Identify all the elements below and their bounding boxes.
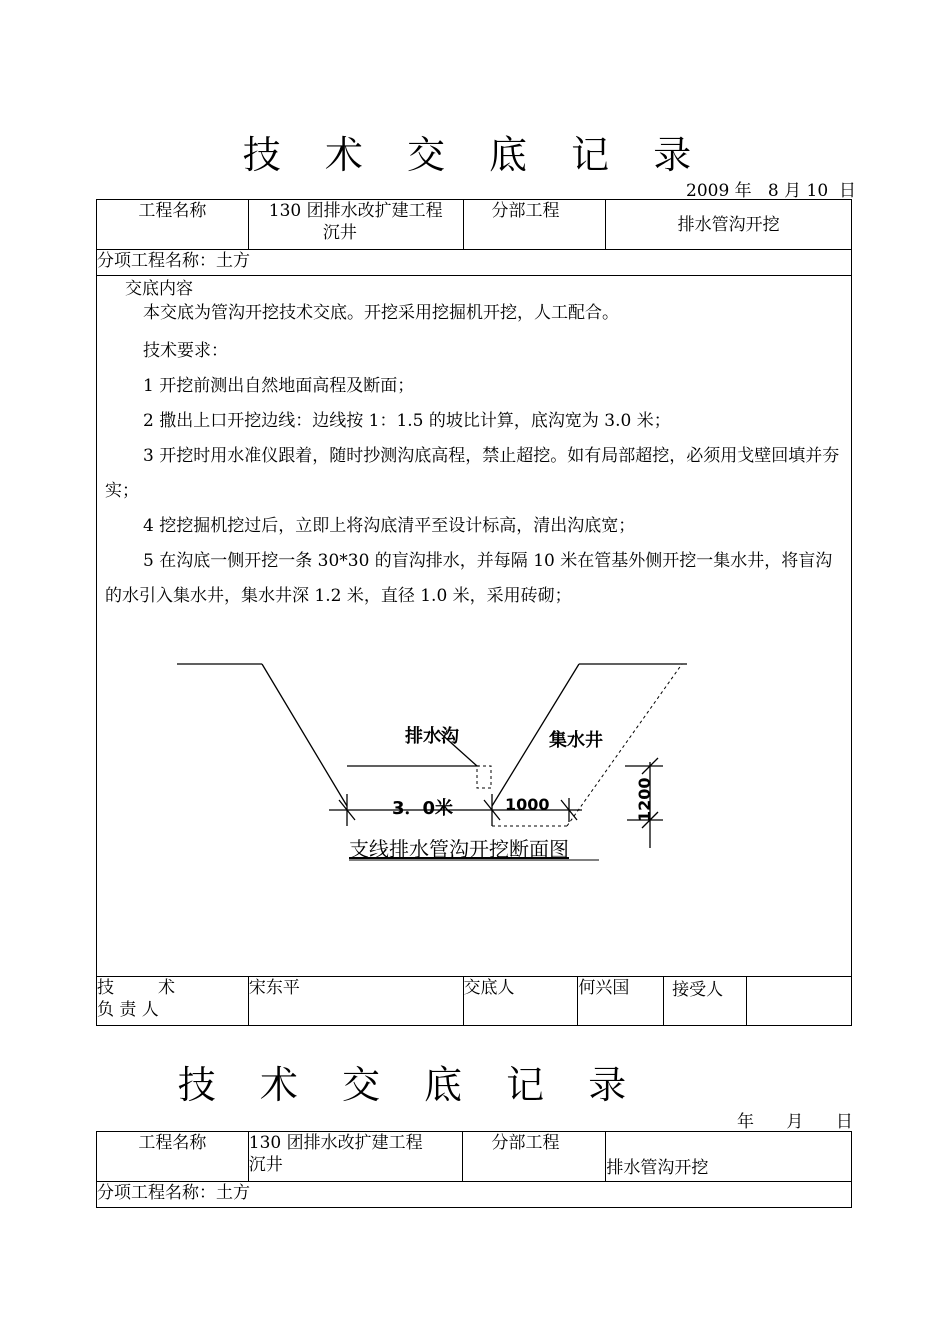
receiver-cell bbox=[664, 977, 852, 1026]
subitem-name: 分项工程名称：土方 bbox=[97, 250, 852, 276]
trench-section-diagram bbox=[97, 634, 851, 894]
content-label: 交底内容 bbox=[125, 279, 193, 299]
para-3: 2 撒出上口开挖边线：边线按 1：1.5 的坡比计算，底沟宽为 3.0 米； bbox=[143, 411, 671, 431]
project-name-label: 工程名称 bbox=[97, 200, 249, 250]
blind-drain-box bbox=[477, 766, 491, 788]
diagram-caption: 支线排水管沟开挖断面图 bbox=[349, 837, 569, 861]
receiver-name bbox=[747, 977, 763, 1025]
record-table bbox=[96, 199, 852, 1026]
label-drain: 排水沟 bbox=[405, 726, 459, 747]
division-label: 分部工程 bbox=[463, 200, 606, 250]
para-5: 4 挖挖掘机挖过后，立即上将沟底清平至设计标高，清出沟底宽； bbox=[143, 516, 636, 536]
para-0: 本交底为管沟开挖技术交底。开挖采用挖掘机开挖，人工配合。 bbox=[143, 303, 619, 323]
project-name-value-2: 130 团排水改扩建工程 沉井 bbox=[248, 1132, 463, 1182]
handover-name: 何兴国 bbox=[578, 977, 664, 1026]
project-name-value: 130 团排水改扩建工程 沉井 bbox=[248, 200, 463, 250]
para-6: 5 在沟底一侧开挖一条 30*30 的盲沟排水，并每隔 10 米在管基外侧开挖一集水井，将盲沟的水引入集水井，集水井深 1.2 米，直径 1.0 米，采用砖砌； bbox=[105, 551, 833, 606]
label-1200: 1200 bbox=[635, 777, 654, 822]
para-2: 1 开挖前测出自然地面高程及断面； bbox=[143, 376, 415, 396]
handover-label: 交底人 bbox=[463, 977, 578, 1026]
label-well: 集水井 bbox=[549, 730, 603, 751]
receiver-label: 接受人 bbox=[664, 977, 747, 1025]
division-value-2: 排水管沟开挖 bbox=[606, 1132, 852, 1182]
record-date-2: 年 月 日 bbox=[737, 1112, 853, 1132]
record-date: 2009 年 8 月 10 日 bbox=[686, 181, 856, 201]
record-table-2 bbox=[96, 1131, 852, 1208]
page-title: 技 术 交 底 记 录 bbox=[242, 133, 708, 177]
project-name-label-2: 工程名称 bbox=[97, 1132, 249, 1182]
content-cell bbox=[97, 276, 852, 977]
tech-lead-name: 宋东平 bbox=[248, 977, 463, 1026]
label-width: 3．0米 bbox=[392, 798, 454, 819]
page-title-2: 技 术 交 底 记 录 bbox=[177, 1063, 643, 1107]
label-1000: 1000 bbox=[505, 795, 550, 814]
para-4: 3 开挖时用水准仪跟着，随时抄测沟底高程，禁止超挖。如有局部超挖，必须用戈壁回填并夯实； bbox=[105, 446, 840, 501]
division-value: 排水管沟开挖 bbox=[606, 200, 852, 250]
tech-lead-label: 技 术 负 责 人 bbox=[97, 977, 249, 1026]
trench-left-slope bbox=[262, 664, 347, 806]
division-label-2: 分部工程 bbox=[463, 1132, 606, 1182]
subitem-name-2: 分项工程名称：土方 bbox=[97, 1182, 852, 1208]
para-1: 技术要求： bbox=[143, 341, 228, 361]
